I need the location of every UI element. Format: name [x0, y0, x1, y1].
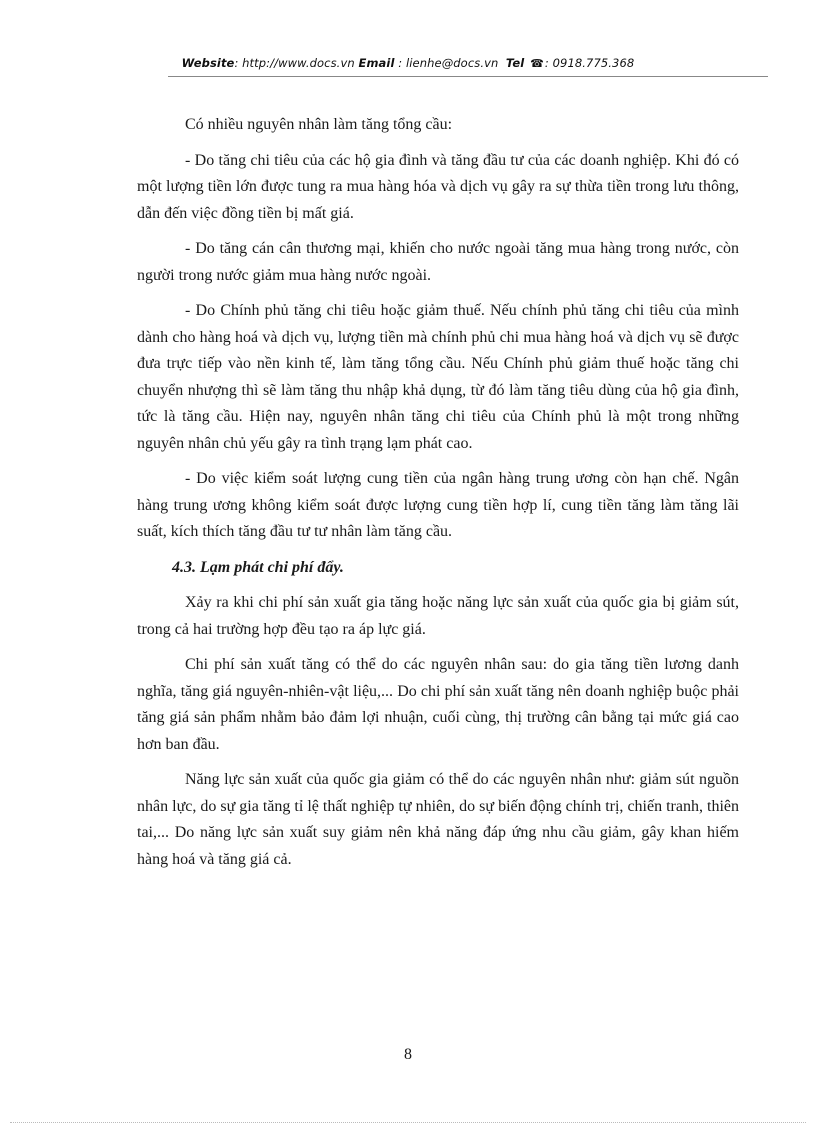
section-heading: 4.3. Lạm phát chi phí đẩy.	[172, 558, 344, 576]
paragraph-household-spending: - Do tăng chi tiêu của các hộ gia đình và tăng đầu tư của các doanh nghiệp. Khi đó có một lượng tiền lớn được tung ra mua hàng hóa và dịch vụ gây ra sự thừa tiền trong lưu thông, dẫn đến việc đồng tiền bị mất giá.	[137, 151, 739, 222]
email-label: Email	[358, 56, 395, 70]
tel-label: Tel	[505, 56, 525, 70]
tel-number: : 0918.775.368	[544, 56, 635, 70]
paragraph-government-spending: - Do Chính phủ tăng chi tiêu hoặc giảm thuế. Nếu chính phủ tăng chi tiêu của mình dành cho hàng hoá và dịch vụ, lượng tiền mà chính phủ chi mua hàng hoá và dịch vụ sẽ được đưa trực tiếp vào nền kinh tế, làm tăng tổng cầu. Nếu Chính phủ giảm thuế hoặc tăng chi chuyển nhượng thì sẽ làm tăng thu nhập khả dụng, từ đó làm tăng tiêu dùng của hộ gia đình, tức là tăng cầu. Hiện nay, nguyên nhân tăng chi tiêu của Chính phủ là một trong những nguyên nhân chủ yếu gây ra tình trạng lạm phát cao.	[137, 302, 739, 452]
paragraph-production-costs: Chi phí sản xuất tăng có thể do các nguyên nhân sau: do gia tăng tiền lương danh nghĩa, tăng giá nguyên-nhiên-vật liệu,... Do chi phí sản xuất tăng nên doanh nghiệp buộc phải tăng giá sản phẩm nhằm bảo đảm lợi nhuận, cuối cùng, thị trường cân bằng tại mức giá cao hơn ban đầu.	[137, 656, 739, 753]
email-address: : lienhe@docs.vn	[394, 56, 499, 70]
telephone-icon: ☎	[530, 57, 544, 70]
paragraph-production-capacity: Năng lực sản xuất của quốc gia giảm có thể do các nguyên nhân như: giảm sút nguồn nhân lực, do sự gia tăng tỉ lệ thất nghiệp tự nhiên, do sự biến động chính trị, chiến tranh, thiên tai,... Do năng lực sản xuất suy giảm nên khả năng đáp ứng nhu cầu giảm, gây khan hiếm hàng hoá và tăng giá cả.	[137, 771, 739, 868]
website-url: : http://www.docs.vn	[234, 56, 355, 70]
website-label: Website	[181, 56, 235, 70]
document-body	[137, 112, 739, 882]
paragraph-trade-balance: - Do tăng cán cân thương mại, khiến cho nước ngoài tăng mua hàng trong nước, còn người trong nước giảm mua hàng nước ngoài.	[137, 240, 739, 284]
page-header	[0, 56, 816, 70]
paragraph-intro: Có nhiều nguyên nhân làm tăng tổng cầu:	[185, 116, 453, 133]
header-divider	[168, 76, 768, 77]
page-number: 8	[404, 1046, 412, 1063]
paragraph-money-supply: - Do việc kiểm soát lượng cung tiền của ngân hàng trung ương còn hạn chế. Ngân hàng trung ương không kiểm soát được lượng cung tiền hợp lí, cung tiền tăng làm tăng lãi suất, kích thích tăng đầu tư tư nhân làm tăng cầu.	[137, 470, 739, 540]
paragraph-cost-push-definition: Xảy ra khi chi phí sản xuất gia tăng hoặc năng lực sản xuất của quốc gia bị giảm sút, trong cả hai trường hợp đều tạo ra áp lực giá.	[137, 594, 739, 638]
